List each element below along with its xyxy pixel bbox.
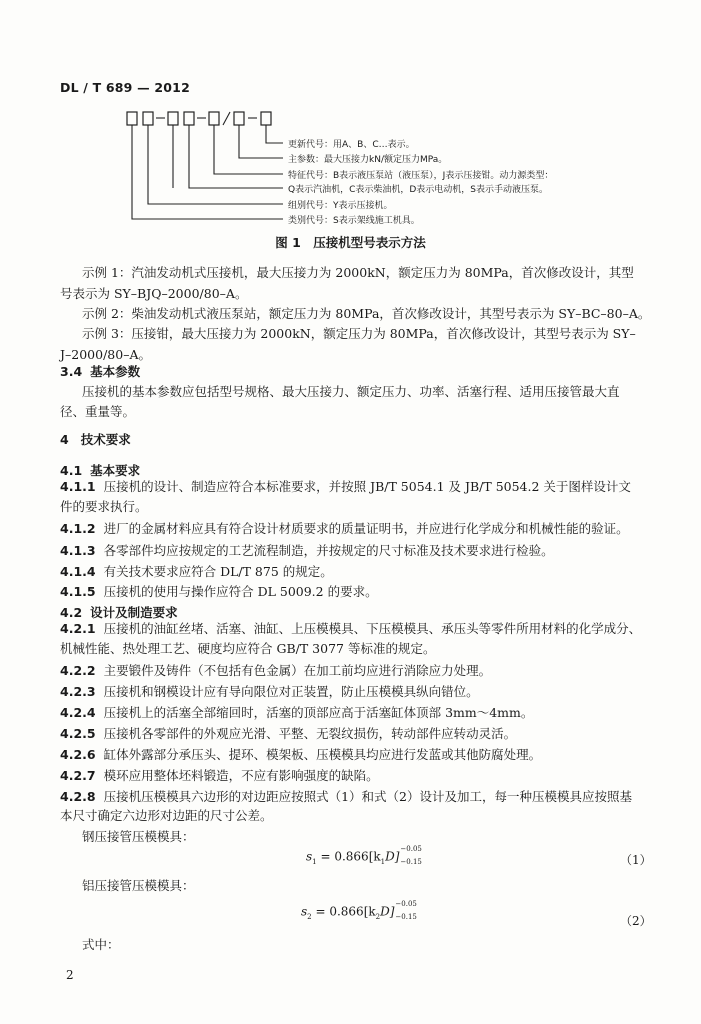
clause-number: 4.2.7 [60,768,96,783]
formula-2-lhs: s [301,904,308,919]
clause-number: 4.1.1 [60,479,96,494]
formula-2-lhs-sub: 2 [307,912,312,921]
standard-header: DL / T 689 — 2012 [60,80,190,95]
code-box-5 [209,112,219,125]
formula-1-tolerance [399,847,421,867]
section-3-4-heading [60,362,140,380]
clause-text: 压接机的使用与操作应符合 DL 5009.2 的要求。 [103,584,378,599]
clause-4-2-5 [60,723,660,744]
formula-2-tolerance [394,902,416,922]
equation-number-2: （2） [620,914,652,928]
section-title: 技术要求 [80,432,131,447]
clause-4-2-6 [60,744,660,765]
clause-text: 缸体外露部分承压头、提环、模架板、压模模具均应进行发蓝或其他防腐处理。 [103,747,542,762]
formula-1-lhs-sub: 1 [312,857,317,866]
figure-caption: 图 1 压接机型号表示方法 [275,235,426,250]
section-number: 4 [60,432,69,447]
formula-1-upper-tol: −0.05 [400,845,422,853]
section-title: 基本要求 [90,463,141,478]
clause-text: 压接机上的活塞全部缩回时，活塞的顶部应高于活塞缸体顶部 3mm～4mm。 [103,705,534,720]
clause-number: 4.2.5 [60,726,96,741]
formula-2 [301,902,416,922]
code-box-6 [234,112,244,125]
formula-1-k: [k [368,849,381,864]
legend-feature-code: 特征代号：B表示液压泵站（液压泵），J表示压接钳。动力源类型： [288,171,554,181]
clause-4-2-8-cont: 本尺寸确定六边形对边距的尺寸公差。 [60,808,273,823]
clause-text: 压接机的油缸丝堵、活塞、油缸、上压模模具、下压模模具、承压头等零件所用材料的化学成分、 [103,621,642,636]
clause-4-2-3 [60,681,660,702]
page-number: 2 [66,968,74,982]
section-title: 设计及制造要求 [90,605,178,620]
formula-1-D: D] [385,849,400,864]
example-1-line-1: 示例 1：汽油发动机式压接机，最大压接力为 2000kN，额定压力为 80MPa，首次修改设计，其型 [82,265,634,280]
clause-text: 进厂的金属材料应具有符合设计材质要求的质量证明书，并应进行化学成分和机械性能的验证。 [103,521,629,536]
formula-2-k-sub: 2 [375,912,381,921]
code-box-3 [168,112,178,125]
clause-4-2-1-cont: 机械性能、热处理工艺、硬度均应符合 GB/T 3077 等标准的规定。 [60,641,436,656]
code-box-1 [127,112,137,125]
clause-text: 压接机压模模具六边形的对边距应按照式（1）和式（2）设计及加工，每一种压模模具应按照基 [103,789,633,804]
legend-group-code: 组别代号：Y表示压接机。 [288,201,393,211]
clause-number: 4.1.5 [60,584,96,599]
clause-number: 4.2.8 [60,789,96,804]
clause-text: 有关技术要求应符合 DL/T 875 的规定。 [103,564,333,579]
formula-1-k-sub: 1 [380,857,386,866]
where-label: 式中： [82,937,120,952]
clause-number: 4.2.1 [60,621,96,636]
code-box-7 [261,112,271,125]
formula-2-upper-tol: −0.05 [395,900,417,908]
clause-4-1-2 [60,518,660,539]
legend-power-source: Q表示汽油机，C表示柴油机，D表示电动机，S表示手动液压泵。 [288,185,549,195]
clause-4-2-7 [60,765,660,786]
clause-text: 压接机各零部件的外观应光滑、平整、无裂纹损伤，转动部件应转动灵活。 [103,726,517,741]
clause-4-2-4 [60,702,660,723]
section-title: 基本参数 [90,364,141,379]
section-3-4-line-2: 径、重量等。 [60,404,136,419]
clause-number: 4.2.3 [60,684,96,699]
legend-update-code: 更新代号：用A、B、C…表示。 [288,140,415,150]
clause-4-1-4 [60,561,660,582]
clause-4-1-5 [60,581,660,602]
formula-2-k: [k [363,904,376,919]
formula-2-D: D] [380,904,395,919]
section-3-4-line-1: 压接机的基本参数应包括型号规格、最大压接力、额定压力、功率、活塞行程、适用压接管最大直 [82,384,620,399]
clause-number: 4.2.2 [60,663,96,678]
example-3-line-1: 示例 3：压接钳，最大压接力为 2000kN，额定压力为 80MPa，首次修改设计，其型号表示为 SY– [82,326,636,341]
example-3-line-2: J–2000/80–A。 [60,347,151,362]
code-box-2 [143,112,153,125]
clause-text: 压接机和钢模设计应有导向限位对正装置，防止压模模具纵向错位。 [103,684,479,699]
legend-category-code: 类别代号：S表示架线施工机具。 [288,216,420,226]
section-number: 4.2 [60,605,83,620]
equation-number-1: （1） [620,853,652,867]
code-box-4 [184,112,194,125]
formula-2-body: = 0.866 [311,904,364,919]
clause-text: 各零部件均应按规定的工艺流程制造，并按规定的尺寸标准及技术要求进行检验。 [103,543,554,558]
clause-number: 4.1.3 [60,543,96,558]
aluminum-die-label: 铝压接管压模模具： [82,878,195,893]
clause-4-1-3 [60,540,660,561]
clause-4-2-2 [60,660,660,681]
clause-text: 模环应用整体坯料锻造，不应有影响强度的缺陷。 [103,768,379,783]
formula-1 [306,847,421,867]
clause-number: 4.2.6 [60,747,96,762]
clause-4-1-1-cont: 件的要求执行。 [60,499,148,514]
section-4-heading [60,430,131,448]
example-2: 示例 2：柴油发动机式液压泵站，额定压力为 80MPa，首次修改设计，其型号表示为 SY–BC–80–A。 [82,306,651,321]
model-code-diagram [0,100,701,240]
formula-1-lhs: s [306,849,313,864]
clause-number: 4.1.2 [60,521,96,536]
clause-4-2-8 [60,786,660,807]
clause-4-1-1 [60,476,660,497]
section-number: 4.1 [60,463,83,478]
clause-text: 主要锻件及铸件（不包括有色金属）在加工前均应进行消除应力处理。 [103,663,492,678]
formula-1-lower-tol: −0.15 [400,858,422,866]
clause-text: 压接机的设计、制造应符合本标准要求，并按照 JB/T 5054.1 及 JB/T 5054.2 关于图样设计文 [103,479,631,494]
clause-number: 4.2.4 [60,705,96,720]
clause-number: 4.1.4 [60,564,96,579]
example-1-line-2: 号表示为 SY–BJQ–2000/80–A。 [60,286,248,301]
legend-main-param: 主参数：最大压接力kN/额定压力MPa。 [288,155,448,165]
section-number: 3.4 [60,364,83,379]
steel-die-label: 钢压接管压模模具： [82,829,195,844]
clause-4-2-1 [60,618,660,639]
formula-1-body: = 0.866 [316,849,369,864]
formula-2-lower-tol: −0.15 [395,913,417,921]
